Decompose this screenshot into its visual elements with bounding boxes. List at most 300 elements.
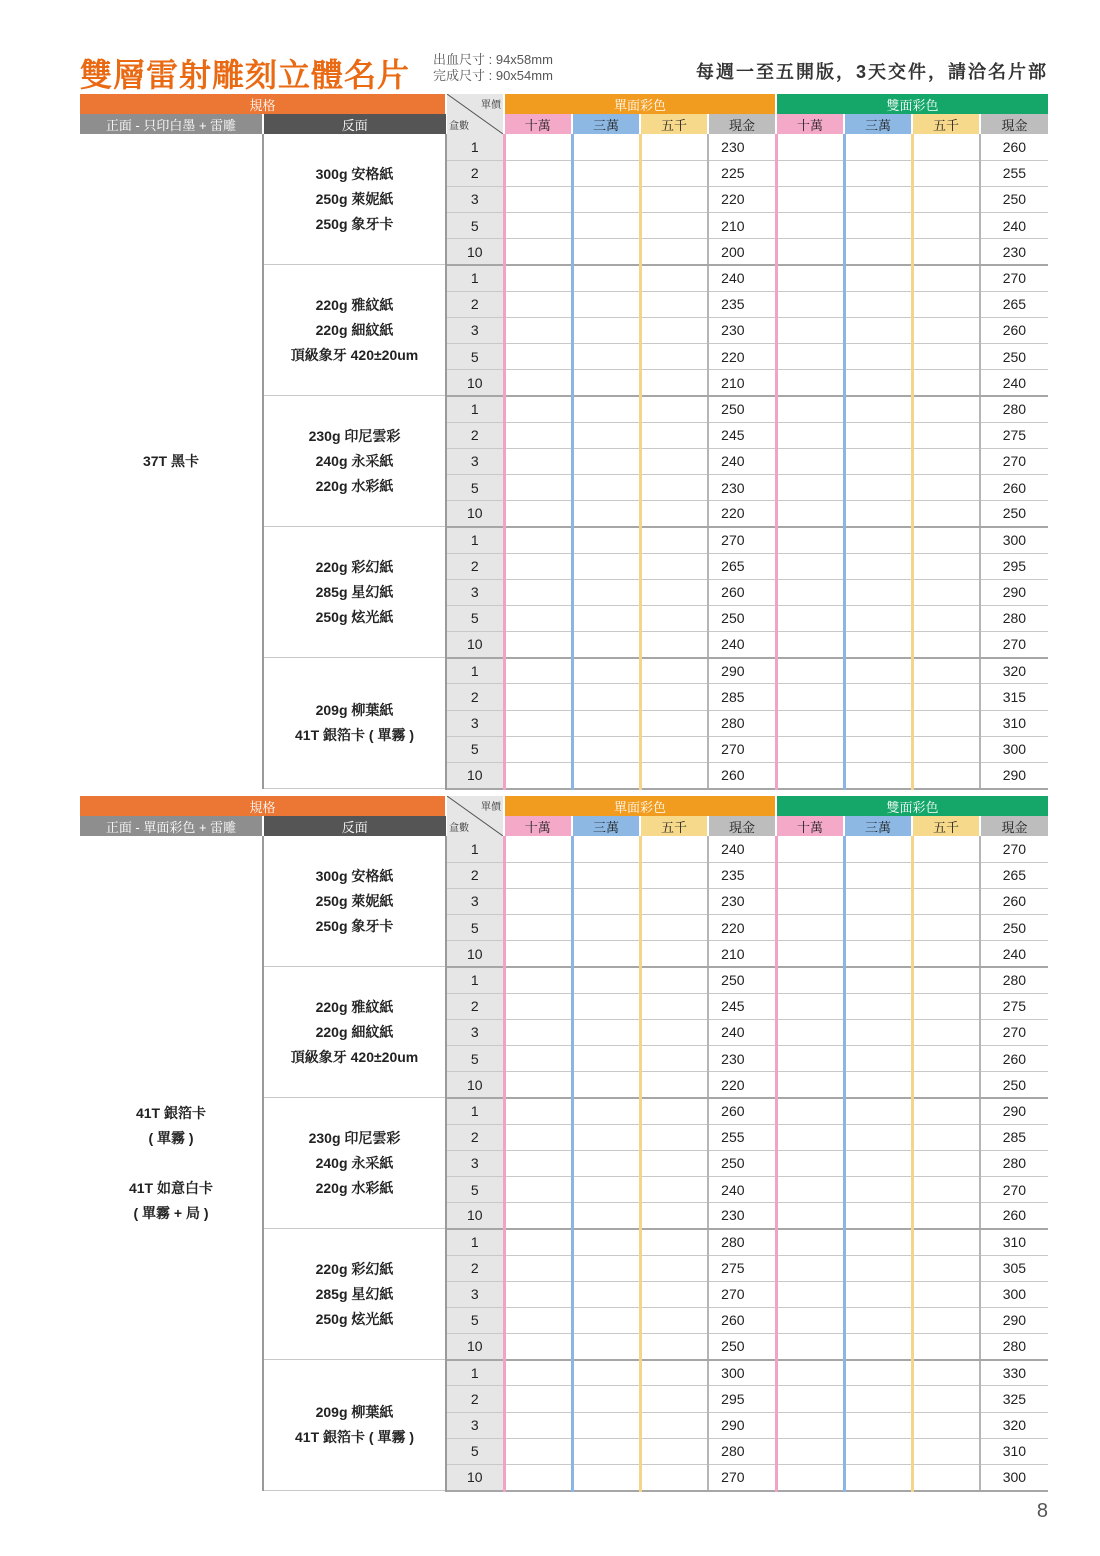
single-5k-cell (640, 1203, 708, 1229)
double-cash-price: 260 (980, 888, 1048, 914)
double-30k-cell (844, 1360, 912, 1386)
double-cash-price: 260 (980, 1203, 1048, 1229)
box-quantity: 10 (446, 1203, 504, 1229)
double-cash-price: 290 (980, 1307, 1048, 1333)
double-100k-cell (776, 501, 844, 527)
box-quantity: 2 (446, 993, 504, 1019)
double-100k-cell (776, 527, 844, 553)
double-100k-cell (776, 186, 844, 212)
box-quantity: 1 (446, 527, 504, 553)
double-cash-price: 280 (980, 605, 1048, 631)
single-30k-cell (572, 317, 640, 343)
double-30k-cell (844, 213, 912, 239)
single-100k-cell (504, 915, 572, 941)
double-100k-cell (776, 1019, 844, 1045)
double-5k-cell (912, 1438, 980, 1464)
single-100k-cell (504, 160, 572, 186)
single-5k-cell (640, 1334, 708, 1360)
back-material-line: 41T 銀箔卡 ( 單霧 ) (295, 1429, 415, 1446)
double-5k-cell (912, 239, 980, 265)
single-cash-price: 240 (708, 836, 776, 862)
single-5k-cell (640, 1019, 708, 1045)
col-5k-double: 五千 (912, 816, 980, 836)
single-5k-cell (640, 1098, 708, 1124)
box-quantity: 5 (446, 1307, 504, 1333)
double-5k-cell (912, 553, 980, 579)
single-cash-price: 250 (708, 1334, 776, 1360)
double-5k-cell (912, 1255, 980, 1281)
price-table-white-ink (80, 94, 1048, 790)
front-material-line: ( 單霧 ) (148, 1129, 194, 1146)
single-5k-cell (640, 632, 708, 658)
single-100k-cell (504, 862, 572, 888)
double-30k-cell (844, 658, 912, 684)
page-number: 8 (1036, 1500, 1048, 1522)
single-color-header: 單面彩色 (504, 94, 776, 114)
single-5k-cell (640, 501, 708, 527)
double-100k-cell (776, 1307, 844, 1333)
single-100k-cell (504, 1281, 572, 1307)
double-100k-cell (776, 1281, 844, 1307)
double-5k-cell (912, 527, 980, 553)
single-cash-price: 280 (708, 710, 776, 736)
double-100k-cell (776, 1465, 844, 1491)
single-100k-cell (504, 448, 572, 474)
double-cash-price: 250 (980, 1072, 1048, 1098)
double-30k-cell (844, 1465, 912, 1491)
single-cash-price: 260 (708, 1307, 776, 1333)
single-30k-cell (572, 160, 640, 186)
single-cash-price: 290 (708, 1412, 776, 1438)
double-100k-cell (776, 1334, 844, 1360)
page-header (80, 48, 1048, 93)
double-cash-price: 250 (980, 186, 1048, 212)
double-5k-cell (912, 736, 980, 762)
double-5k-cell (912, 1072, 980, 1098)
single-5k-cell (640, 474, 708, 500)
double-30k-cell (844, 1203, 912, 1229)
double-100k-cell (776, 1360, 844, 1386)
box-quantity: 3 (446, 1281, 504, 1307)
back-material-line: 220g 水彩紙 (315, 1179, 394, 1196)
back-material (263, 967, 446, 1098)
double-cash-price: 310 (980, 1438, 1048, 1464)
back-header: 反面 (263, 114, 446, 134)
single-5k-cell (640, 553, 708, 579)
double-cash-price: 305 (980, 1255, 1048, 1281)
single-30k-cell (572, 1124, 640, 1150)
double-100k-cell (776, 1046, 844, 1072)
single-100k-cell (504, 1150, 572, 1176)
box-quantity: 1 (446, 265, 504, 291)
single-cash-price: 245 (708, 422, 776, 448)
front-material-line: 37T 黑卡 (142, 452, 199, 469)
front-material-line: 41T 如意白卡 (128, 1179, 213, 1196)
double-5k-cell (912, 658, 980, 684)
single-5k-cell (640, 763, 708, 789)
single-100k-cell (504, 763, 572, 789)
single-5k-cell (640, 862, 708, 888)
double-5k-cell (912, 862, 980, 888)
single-cash-price: 235 (708, 862, 776, 888)
single-30k-cell (572, 862, 640, 888)
single-30k-cell (572, 265, 640, 291)
double-cash-price: 325 (980, 1386, 1048, 1412)
double-30k-cell (844, 1412, 912, 1438)
single-30k-cell (572, 1334, 640, 1360)
double-cash-price: 310 (980, 1229, 1048, 1255)
single-5k-cell (640, 941, 708, 967)
double-cash-price: 270 (980, 265, 1048, 291)
single-100k-cell (504, 993, 572, 1019)
table-row (80, 836, 1048, 862)
single-100k-cell (504, 291, 572, 317)
double-5k-cell (912, 474, 980, 500)
double-cash-price: 315 (980, 684, 1048, 710)
double-100k-cell (776, 1176, 844, 1202)
back-material-line: 41T 銀箔卡 ( 單霧 ) (295, 727, 415, 744)
single-5k-cell (640, 1150, 708, 1176)
double-cash-price: 290 (980, 763, 1048, 789)
double-100k-cell (776, 553, 844, 579)
single-100k-cell (504, 1438, 572, 1464)
single-30k-cell (572, 1412, 640, 1438)
back-material-line: 209g 柳葉紙 (315, 1404, 394, 1421)
single-100k-cell (504, 1019, 572, 1045)
double-5k-cell (912, 344, 980, 370)
single-5k-cell (640, 579, 708, 605)
spec-header: 規格 (80, 796, 446, 816)
col-30k-double: 三萬 (844, 816, 912, 836)
single-5k-cell (640, 967, 708, 993)
double-30k-cell (844, 1072, 912, 1098)
single-100k-cell (504, 527, 572, 553)
box-quantity: 2 (446, 684, 504, 710)
single-30k-cell (572, 1307, 640, 1333)
single-100k-cell (504, 317, 572, 343)
single-30k-cell (572, 684, 640, 710)
col-cash-double: 現金 (980, 816, 1048, 836)
double-100k-cell (776, 1386, 844, 1412)
single-cash-price: 290 (708, 658, 776, 684)
single-cash-price: 245 (708, 993, 776, 1019)
header-row-1 (80, 94, 1048, 114)
single-cash-price: 270 (708, 1281, 776, 1307)
back-material (263, 1229, 446, 1360)
double-30k-cell (844, 888, 912, 914)
double-cash-price: 275 (980, 422, 1048, 448)
single-100k-cell (504, 1307, 572, 1333)
double-100k-cell (776, 632, 844, 658)
box-quantity: 10 (446, 1334, 504, 1360)
box-quantity: 2 (446, 1386, 504, 1412)
single-30k-cell (572, 1281, 640, 1307)
single-5k-cell (640, 265, 708, 291)
single-30k-cell (572, 239, 640, 265)
single-100k-cell (504, 710, 572, 736)
double-30k-cell (844, 993, 912, 1019)
single-30k-cell (572, 134, 640, 160)
single-cash-price: 270 (708, 527, 776, 553)
double-5k-cell (912, 1307, 980, 1333)
single-30k-cell (572, 1465, 640, 1491)
single-cash-price: 240 (708, 632, 776, 658)
unit-price-label: 單價 (481, 100, 502, 111)
col-30k-double: 三萬 (844, 114, 912, 134)
double-5k-cell (912, 1334, 980, 1360)
single-100k-cell (504, 134, 572, 160)
single-30k-cell (572, 1176, 640, 1202)
box-quantity: 5 (446, 605, 504, 631)
single-5k-cell (640, 888, 708, 914)
size-info (433, 52, 553, 84)
box-quantity: 5 (446, 915, 504, 941)
single-100k-cell (504, 1386, 572, 1412)
single-30k-cell (572, 1255, 640, 1281)
double-30k-cell (844, 396, 912, 422)
single-cash-price: 210 (708, 370, 776, 396)
box-quantity: 10 (446, 763, 504, 789)
single-100k-cell (504, 265, 572, 291)
double-5k-cell (912, 1386, 980, 1412)
double-100k-cell (776, 370, 844, 396)
single-cash-price: 275 (708, 1255, 776, 1281)
double-cash-price: 275 (980, 993, 1048, 1019)
back-material (263, 396, 446, 527)
back-material-line: 285g 星幻紙 (315, 583, 394, 600)
single-30k-cell (572, 213, 640, 239)
back-header: 反面 (263, 816, 446, 836)
single-100k-cell (504, 1334, 572, 1360)
single-cash-price: 250 (708, 396, 776, 422)
single-100k-cell (504, 1072, 572, 1098)
double-cash-price: 280 (980, 967, 1048, 993)
single-30k-cell (572, 527, 640, 553)
box-quantity: 2 (446, 422, 504, 448)
double-cash-price: 260 (980, 134, 1048, 160)
box-quantity: 10 (446, 632, 504, 658)
double-cash-price: 300 (980, 1281, 1048, 1307)
double-5k-cell (912, 1360, 980, 1386)
single-5k-cell (640, 291, 708, 317)
double-5k-cell (912, 888, 980, 914)
single-30k-cell (572, 448, 640, 474)
single-30k-cell (572, 1098, 640, 1124)
page-title: 雙層雷射雕刻立體名片 (80, 57, 411, 93)
double-30k-cell (844, 1098, 912, 1124)
front-material-line: ( 單霧 + 局 ) (133, 1204, 209, 1221)
double-30k-cell (844, 941, 912, 967)
single-cash-price: 200 (708, 239, 776, 265)
double-5k-cell (912, 317, 980, 343)
box-quantity: 10 (446, 1465, 504, 1491)
single-cash-price: 270 (708, 1465, 776, 1491)
col-cash-single: 現金 (708, 114, 776, 134)
double-cash-price: 300 (980, 736, 1048, 762)
double-5k-cell (912, 1281, 980, 1307)
col-100k-double: 十萬 (776, 816, 844, 836)
double-30k-cell (844, 1229, 912, 1255)
back-material-line: 220g 細紋紙 (315, 1023, 394, 1040)
single-100k-cell (504, 967, 572, 993)
single-cash-price: 235 (708, 291, 776, 317)
single-30k-cell (572, 186, 640, 212)
single-cash-price: 230 (708, 888, 776, 914)
back-material (263, 1360, 446, 1491)
single-30k-cell (572, 1046, 640, 1072)
double-5k-cell (912, 1098, 980, 1124)
box-quantity: 1 (446, 1229, 504, 1255)
single-cash-price: 240 (708, 265, 776, 291)
back-material (263, 658, 446, 789)
header-row-1 (80, 796, 1048, 816)
single-5k-cell (640, 1360, 708, 1386)
double-30k-cell (844, 1255, 912, 1281)
double-5k-cell (912, 186, 980, 212)
front-material (80, 836, 263, 1491)
double-cash-price: 265 (980, 862, 1048, 888)
double-30k-cell (844, 1386, 912, 1412)
double-5k-cell (912, 265, 980, 291)
single-5k-cell (640, 993, 708, 1019)
double-30k-cell (844, 915, 912, 941)
back-material-line: 230g 印尼雲彩 (308, 427, 401, 444)
single-30k-cell (572, 736, 640, 762)
single-cash-price: 250 (708, 605, 776, 631)
double-cash-price: 310 (980, 710, 1048, 736)
col-30k-single: 三萬 (572, 114, 640, 134)
single-5k-cell (640, 605, 708, 631)
double-color-header: 雙面彩色 (776, 796, 1048, 816)
box-quantity: 3 (446, 579, 504, 605)
box-quantity: 2 (446, 291, 504, 317)
single-5k-cell (640, 684, 708, 710)
double-100k-cell (776, 710, 844, 736)
double-5k-cell (912, 1229, 980, 1255)
table-row (80, 134, 1048, 160)
double-cash-price: 250 (980, 501, 1048, 527)
double-cash-price: 240 (980, 213, 1048, 239)
back-material (263, 527, 446, 658)
single-5k-cell (640, 1046, 708, 1072)
front-header: 正面 - 只印白墨 + 雷雕 (80, 114, 263, 134)
double-5k-cell (912, 941, 980, 967)
double-30k-cell (844, 134, 912, 160)
box-quantity: 3 (446, 1150, 504, 1176)
double-30k-cell (844, 1281, 912, 1307)
single-30k-cell (572, 888, 640, 914)
single-5k-cell (640, 370, 708, 396)
single-30k-cell (572, 1229, 640, 1255)
double-cash-price: 290 (980, 579, 1048, 605)
single-30k-cell (572, 915, 640, 941)
single-5k-cell (640, 344, 708, 370)
double-30k-cell (844, 710, 912, 736)
back-material-line: 220g 水彩紙 (315, 477, 394, 494)
double-100k-cell (776, 684, 844, 710)
double-30k-cell (844, 1046, 912, 1072)
single-cash-price: 240 (708, 1176, 776, 1202)
double-30k-cell (844, 862, 912, 888)
back-material-line: 300g 安格紙 (315, 867, 394, 884)
box-quantity: 5 (446, 1046, 504, 1072)
double-cash-price: 320 (980, 658, 1048, 684)
single-30k-cell (572, 993, 640, 1019)
back-material (263, 265, 446, 396)
single-5k-cell (640, 1124, 708, 1150)
finished-size: 完成尺寸 : 90x54mm (433, 68, 553, 83)
box-quantity: 2 (446, 862, 504, 888)
single-5k-cell (640, 134, 708, 160)
double-5k-cell (912, 836, 980, 862)
single-100k-cell (504, 1046, 572, 1072)
single-5k-cell (640, 1072, 708, 1098)
single-cash-price: 225 (708, 160, 776, 186)
single-cash-price: 220 (708, 501, 776, 527)
single-5k-cell (640, 1412, 708, 1438)
single-30k-cell (572, 474, 640, 500)
box-quantity: 1 (446, 396, 504, 422)
single-5k-cell (640, 213, 708, 239)
double-cash-price: 280 (980, 1150, 1048, 1176)
single-cash-price: 280 (708, 1229, 776, 1255)
double-5k-cell (912, 1412, 980, 1438)
double-cash-price: 255 (980, 160, 1048, 186)
single-5k-cell (640, 448, 708, 474)
back-material-line: 220g 彩幻紙 (315, 1260, 394, 1277)
single-cash-price: 230 (708, 1203, 776, 1229)
single-5k-cell (640, 1386, 708, 1412)
double-cash-price: 240 (980, 941, 1048, 967)
single-cash-price: 230 (708, 1046, 776, 1072)
single-cash-price: 220 (708, 344, 776, 370)
double-100k-cell (776, 344, 844, 370)
single-30k-cell (572, 291, 640, 317)
box-quantity: 2 (446, 1255, 504, 1281)
single-100k-cell (504, 1412, 572, 1438)
single-100k-cell (504, 501, 572, 527)
double-100k-cell (776, 836, 844, 862)
single-30k-cell (572, 396, 640, 422)
double-100k-cell (776, 213, 844, 239)
back-material (263, 836, 446, 967)
double-30k-cell (844, 1176, 912, 1202)
single-30k-cell (572, 941, 640, 967)
double-100k-cell (776, 396, 844, 422)
col-5k-double: 五千 (912, 114, 980, 134)
single-30k-cell (572, 370, 640, 396)
single-5k-cell (640, 1307, 708, 1333)
single-cash-price: 230 (708, 474, 776, 500)
box-quantity: 5 (446, 1176, 504, 1202)
col-100k-double: 十萬 (776, 114, 844, 134)
double-100k-cell (776, 579, 844, 605)
double-100k-cell (776, 1438, 844, 1464)
box-quantity: 2 (446, 1124, 504, 1150)
single-100k-cell (504, 632, 572, 658)
box-quantity: 1 (446, 1360, 504, 1386)
double-cash-price: 270 (980, 836, 1048, 862)
double-5k-cell (912, 213, 980, 239)
box-quantity: 2 (446, 553, 504, 579)
box-quantity: 10 (446, 941, 504, 967)
double-100k-cell (776, 317, 844, 343)
double-30k-cell (844, 1124, 912, 1150)
double-5k-cell (912, 710, 980, 736)
double-5k-cell (912, 291, 980, 317)
double-30k-cell (844, 186, 912, 212)
back-material-line: 240g 永采紙 (315, 452, 394, 469)
